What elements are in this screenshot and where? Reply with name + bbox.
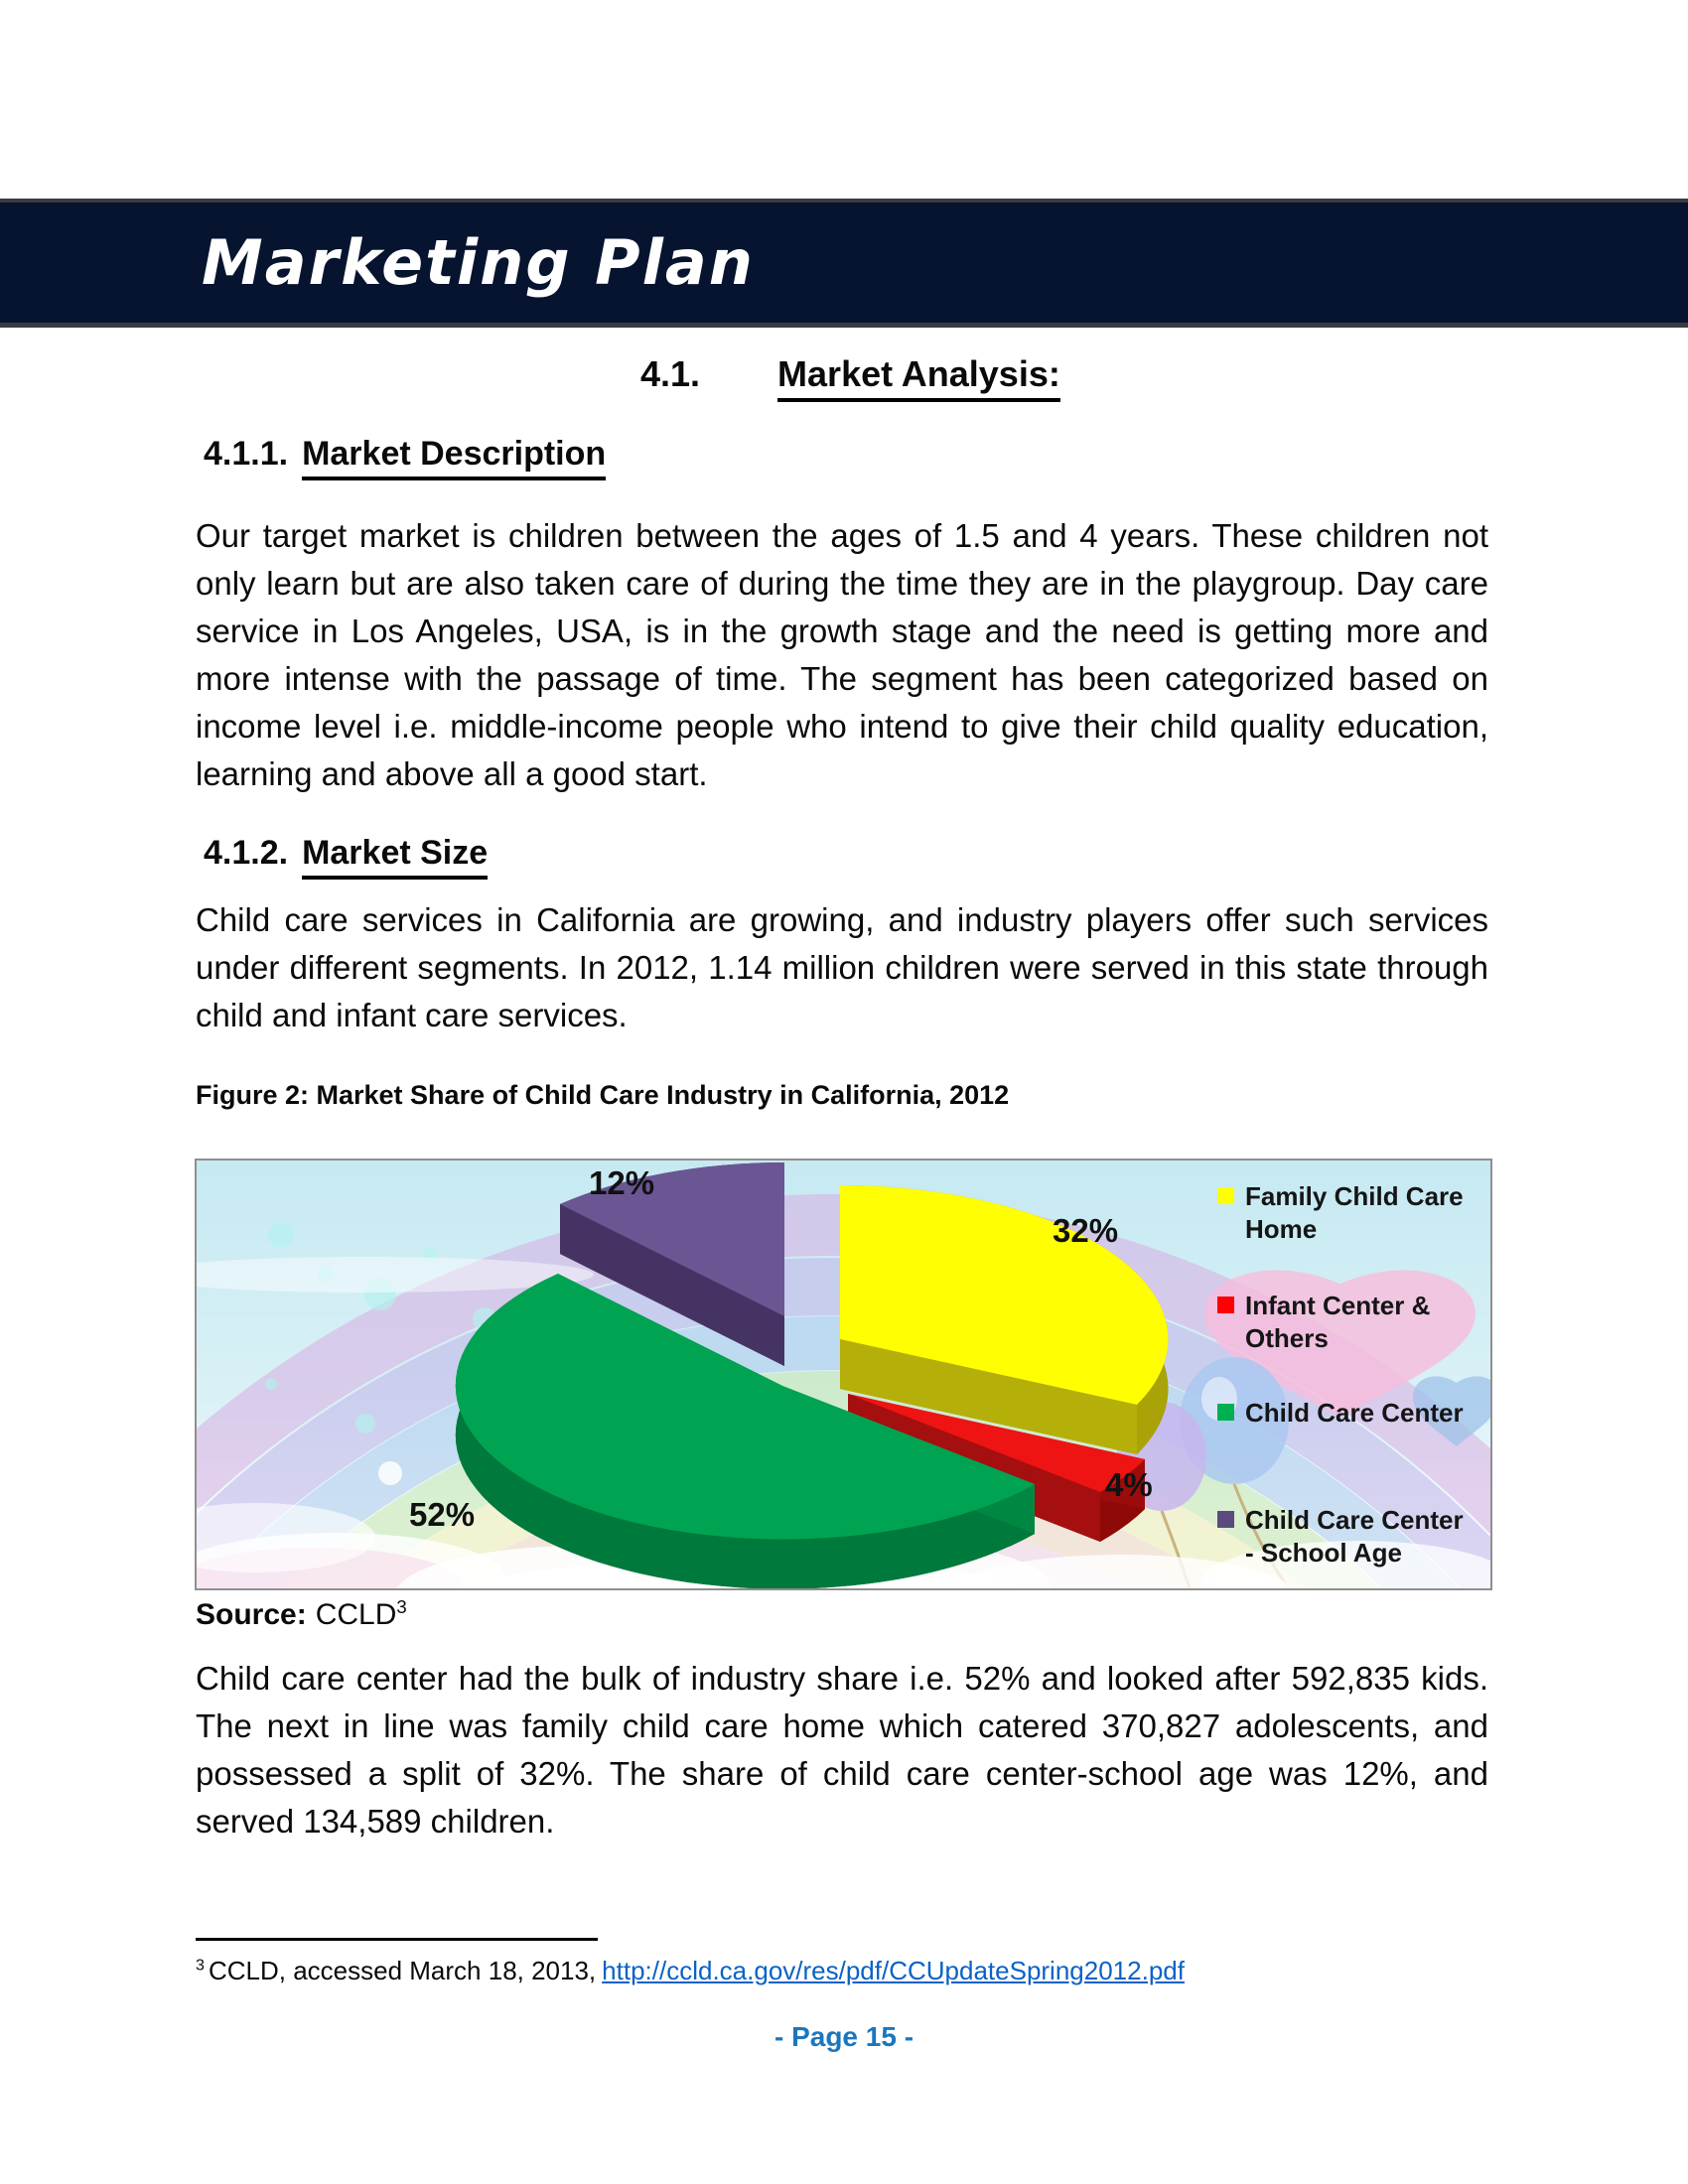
legend-item-infant-center xyxy=(1217,1290,1477,1355)
source-footnote-marker: 3 xyxy=(396,1596,407,1617)
legend-item-family-home xyxy=(1217,1180,1477,1246)
data-label-school-age: 12% xyxy=(589,1164,655,1201)
legend-swatch-red xyxy=(1217,1297,1234,1313)
white-bubble xyxy=(378,1461,402,1485)
subsection-heading-market-description xyxy=(204,435,606,480)
data-label-child-care-center: 52% xyxy=(409,1496,476,1533)
footnote-separator xyxy=(196,1938,598,1941)
section-title: Market Analysis: xyxy=(777,353,1060,402)
section-number: 4.1. xyxy=(640,353,701,394)
figure-caption: Figure 2: Market Share of Child Care Industry in California, 2012 xyxy=(196,1080,1010,1110)
title-band xyxy=(0,199,1688,328)
paragraph-market-size: Child care services in California are growing, and industry players offer such services under different segments. In 2012, 1.14 million children were served in this state through child and infant care services. xyxy=(196,901,1488,1033)
legend-label: Family Child Care Home xyxy=(1245,1181,1464,1244)
footnote xyxy=(196,1956,1185,1986)
footnote-text: CCLD, accessed March 18, 2013, xyxy=(208,1956,597,1985)
section-heading xyxy=(640,353,1060,402)
legend-label: Child Care Center xyxy=(1245,1398,1464,1428)
legend-swatch-green xyxy=(1217,1404,1234,1421)
legend-swatch-purple xyxy=(1217,1511,1234,1528)
legend-label: Infant Center & Others xyxy=(1245,1291,1431,1353)
subsection-heading-market-size xyxy=(204,834,488,880)
pie-chart-figure xyxy=(195,1159,1492,1590)
legend-item-school-age xyxy=(1217,1504,1477,1570)
footnote-marker: 3 xyxy=(196,1956,205,1975)
subsection-title: Market Size xyxy=(302,834,488,880)
legend-swatch-yellow xyxy=(1217,1187,1234,1204)
legend-label: Child Care Center - School Age xyxy=(1245,1505,1464,1568)
paragraph-market-description: Our target market is children between the ages of 1.5 and 4 years. These children not only learn but are also taken care of during the time they are in the playgroup. Day care service in Los Angeles, USA, is in the growth stage and the need is getting more and more intense with the passage of time. The segment has been categorized based on income level i.e. middle-income people who intend to give their child quality education, learning and above all a good start. xyxy=(196,517,1488,792)
data-label-infant-center: 4% xyxy=(1105,1466,1153,1503)
subsection-number: 4.1.1. xyxy=(204,435,289,473)
source-value: CCLD xyxy=(315,1598,397,1631)
subsection-title: Market Description xyxy=(302,435,606,480)
paragraph-analysis: Child care center had the bulk of industry share i.e. 52% and looked after 592,835 kids. The next in line was family child care home which catered 370,827 adolescents, and possessed a split of 32%. The share of child care center-school age was 12%, and served 134,589 children. xyxy=(196,1660,1488,1840)
subsection-number: 4.1.2. xyxy=(204,834,289,872)
page-title: Marketing Plan xyxy=(202,226,755,299)
figure-source xyxy=(196,1596,407,1632)
source-label: Source: xyxy=(196,1598,307,1631)
legend-item-child-care-center xyxy=(1217,1397,1477,1430)
data-label-family-home: 32% xyxy=(1053,1212,1119,1249)
footnote-link[interactable]: http://ccld.ca.gov/res/pdf/CCUpdateSpring2012.pdf xyxy=(602,1956,1185,1985)
page-number: - Page 15 - xyxy=(774,2021,914,2052)
